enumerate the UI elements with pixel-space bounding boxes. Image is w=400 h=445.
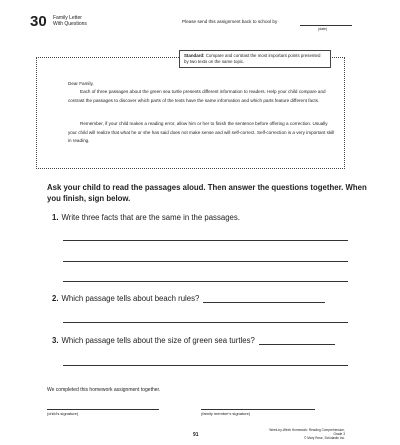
completion-statement: We completed this homework assignment together. (47, 387, 161, 393)
question-2 (52, 294, 325, 303)
question-text: Which passage tells about the size of green sea turtles? (61, 336, 255, 345)
section-title-line-1: Family Letter (53, 15, 82, 21)
due-date-field[interactable] (300, 25, 352, 26)
send-back-instruction: Please send this assignment back to school by (182, 19, 278, 24)
question-3 (52, 336, 335, 345)
answer-line[interactable] (259, 344, 335, 345)
answer-line[interactable] (63, 281, 348, 282)
letter-greeting: Dear Family, (68, 81, 94, 86)
standard-label: Standard: (184, 53, 205, 58)
question-number: 3. (52, 336, 59, 345)
question-1 (52, 213, 240, 222)
letter-paragraph-2: Remember, if your child makes a reading error, allow him or her to finish the sentence before offering a correction. Usually your child will realize that what he or she has said does not make sense and will self-correct. Self-correction is a very important skill in reading. (68, 121, 335, 144)
family-signature-label: (family member's signature) (201, 411, 251, 416)
family-signature-line[interactable] (201, 409, 315, 410)
page-number: 91 (193, 432, 199, 438)
child-signature-label: (child's signature) (47, 411, 79, 416)
standard-text: Compare and contrast the most important points presented by two texts on the same topic. (184, 53, 321, 64)
answer-line[interactable] (203, 302, 325, 303)
credit-line-2: © Mary Rose, Scholastic Inc. (304, 436, 345, 440)
date-label: (date) (318, 27, 328, 31)
answer-line[interactable] (63, 365, 348, 366)
question-number: 1. (52, 213, 59, 222)
answer-line[interactable] (63, 240, 348, 241)
section-title (53, 15, 113, 27)
instructions: Ask your child to read the passages aloud. Then answer the questions together. When you finish, sign below. (47, 183, 367, 203)
question-number: 2. (52, 294, 59, 303)
page-section-number: 30 (30, 13, 47, 30)
family-letter-box (36, 57, 345, 169)
question-text: Write three facts that are the same in the passages. (61, 213, 240, 222)
child-signature-line[interactable] (47, 409, 159, 410)
question-text: Which passage tells about beach rules? (61, 294, 200, 303)
letter-paragraph-1: Each of three passages about the green sea turtle presents different information to readers. Help your child compare and contrast the passages to discover which parts of the texts have the same information and which parts feature different facts. (68, 89, 326, 103)
answer-line[interactable] (63, 322, 348, 323)
section-title-line-2: With Questions (53, 21, 87, 27)
answer-line[interactable] (63, 261, 348, 262)
credit-line-1: Week-by-Week Homework: Reading Comprehension, Grade 3 (269, 428, 345, 436)
standard-box (179, 50, 331, 68)
copyright-credits (267, 428, 345, 440)
